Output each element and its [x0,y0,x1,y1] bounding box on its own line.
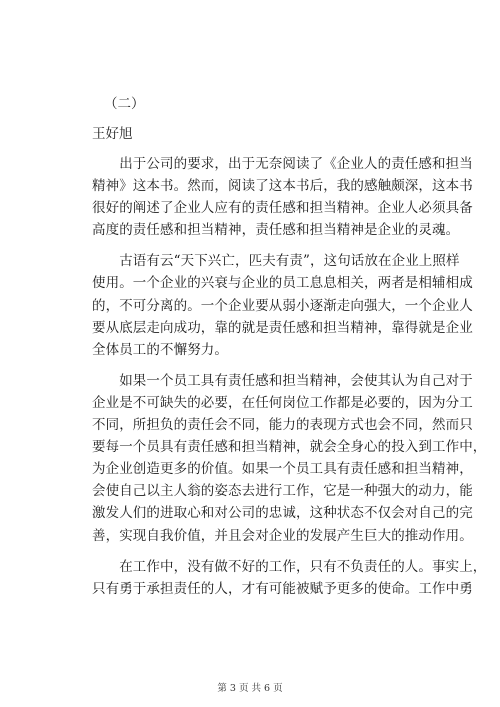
paragraph-line: 精神》这本书。然而，阅读了这本书后，我的感触颇深，这本书 [92,178,473,195]
document-body [92,93,487,600]
paragraph-line: 出于公司的要求，出于无奈阅读了《企业人的责任感和担当 [92,156,473,172]
paragraph-line: 如果一个员工具有责任感和担当精神，会使其认为自己对于 [92,372,473,389]
paragraph [92,370,487,547]
paragraph-line: 古语有云“天下兴亡，匹夫有责”，这句话放在企业上照样 [92,253,460,270]
paragraph-gap [92,547,414,556]
paragraph-line: 很好的阐述了企业人应有的责任感和担当精神。企业人必须具备 [92,200,473,217]
section-number: （二） [104,96,145,112]
paragraph [92,556,487,600]
paragraph-line: 在工作中，没有做不好的工作，只有不负责任的人。事实上， [92,558,487,575]
paragraph-line: 高度的责任感和担当精神，责任感和担当精神是企业的灵魂。 [92,222,460,239]
paragraph-line: 不同，所担负的责任会不同，能力的表现方式也会不同，然而只 [92,417,473,434]
paragraph-line: 企业是不可缺失的必要，在任何岗位工作都是必要的，因为分工 [92,394,473,411]
paragraphs [92,153,487,600]
page-footer: 第 3 页 共 6 页 [217,683,283,694]
paragraph-line: 要从底层走向成功，靠的就是责任感和担当精神，靠得就是企业 [92,319,473,336]
paragraph-gap [92,361,414,370]
paragraph-gap [92,241,414,250]
paragraph-line: 善，实现自我价值，并且会对企业的发展产生巨大的推动作用。 [92,527,473,544]
paragraph [92,250,473,360]
paragraph-line: 的，不可分离的。一个企业要从弱小逐渐走向强大，一个企业人 [92,297,473,314]
paragraph-line: 激发人们的进取心和对公司的忠诚，这种状态不仅会对自己的完 [92,505,473,522]
paragraph-line: 只有勇于承担责任的人，才有可能被赋予更多的使命。工作中勇 [92,580,473,597]
paragraph-line: 要每一个员具有责任感和担当精神，就会全身心的投入到工作中， [92,439,487,456]
paragraph-line: 全体员工的不懈努力。 [92,341,228,358]
paragraph-line: 为企业创造更多的价值。如果一个员工具有责任感和担当精神， [92,461,473,478]
paragraph-line: 使用。一个企业的兴衰与企业的员工息息相关，两者是相辅相成 [92,275,473,292]
paragraph [92,153,473,241]
author-name: 王好旭 [92,126,133,142]
paragraph-line: 会使自己以主人翁的姿态去进行工作，它是一种强大的动力，能 [92,483,473,500]
